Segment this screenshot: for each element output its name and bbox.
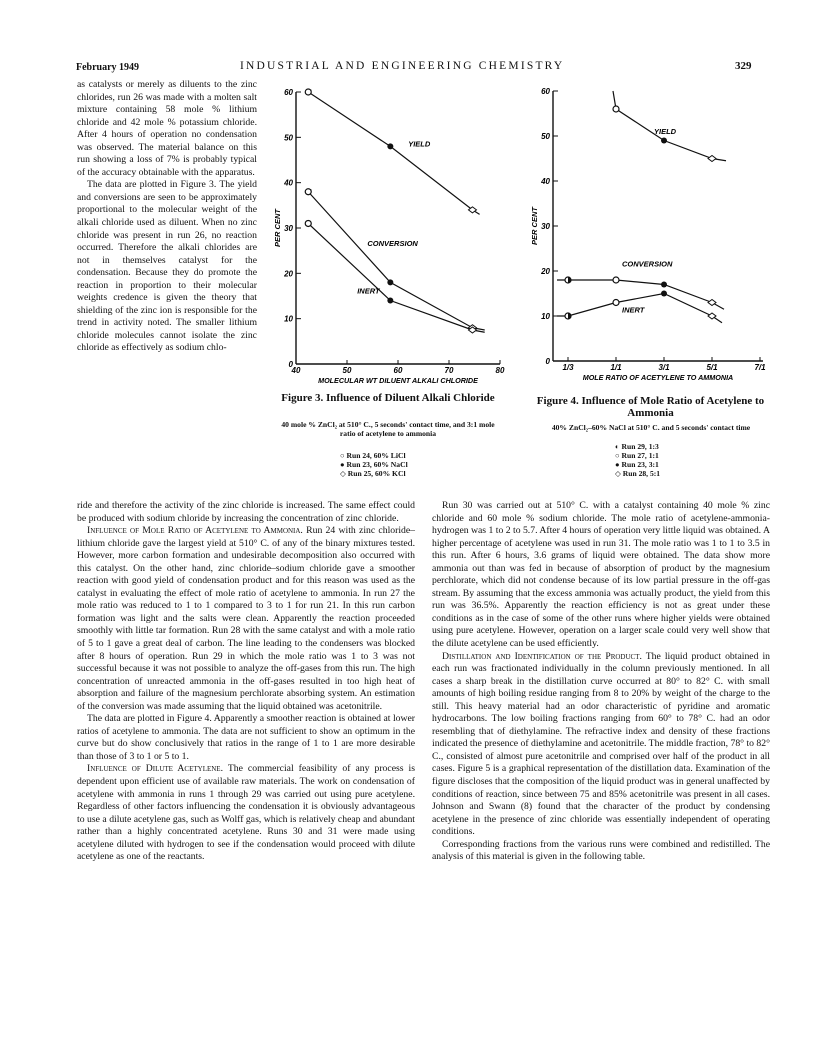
x-tick-label: 1/1 bbox=[610, 363, 622, 372]
conversion-point bbox=[613, 277, 619, 283]
x-tick-label: 7/1 bbox=[754, 363, 766, 372]
y-tick-label: 30 bbox=[284, 224, 293, 233]
x-tick-label: 40 bbox=[291, 366, 301, 375]
x-tick-label: 70 bbox=[444, 366, 454, 375]
x-tick-label: 5/1 bbox=[706, 363, 718, 372]
y-tick-label: 20 bbox=[284, 269, 293, 279]
x-axis-label: MOLE RATIO OF ACETYLENE TO AMMONIA bbox=[582, 373, 734, 382]
section-influence-dilute-acetylene: Influence of Dilute Acetylene. The commercial feasibility of any process is dependent upon efficient use of available raw materials. The work on condensation of acetylene with ammonia in runs 1 through 29 was carried out using pure acetylene. Regardless of other factors influencing the condensation it is obviously advantageous to use a dilute acetylene gas, such as Wolff gas, which is relatively cheap and abundant rather than a highly concentrated acetylene. Runs 30 and 31 were made using acetylene diluted with hydrogen to see if the condensation would proceed with dilute acetylene as one of the reactants. bbox=[77, 763, 416, 863]
conversion-point bbox=[661, 282, 667, 288]
y-tick-label: 0 bbox=[545, 357, 550, 366]
y-tick-label: 40 bbox=[284, 178, 293, 188]
y-tick-label: 40 bbox=[541, 177, 550, 186]
yield-point bbox=[387, 143, 393, 149]
paragraph: ride and therefore the activity of the zinc chloride is increased. The same effect could be produced with sodium chloride by increasing the concentration of zinc chloride. bbox=[77, 500, 415, 524]
figure-3-legend bbox=[340, 451, 408, 478]
filled-circle-icon: ● bbox=[615, 460, 622, 469]
x-tick-label: 50 bbox=[342, 366, 352, 375]
section-distillation: Distillation and Identification of the Product. The liquid product obtained in each run was fractionated individually in the column previously mentioned. In all cases a sharp break in the distillation curve occurred at 80° to 82° C. with small amounts of high boiling residue ranging from 8 to 20% by weight of the charge to the still. This heavy material had an odor characteristic of pyridine and aromatic hydrocarbons. The low boiling fractions ranging from 60° to 78° C. had an odor resembling that of diethylamine. The refractive index and density of these fractions indicated the presence of diethylamine and acetonitrile. The middle fraction, 78° to 82° C., consisted of almost pure acetonitrile and comprised over half of the product in all cases. Figure 5 is a graphical representation of the distillation data. Examination of the figure discloses that the composition of the liquid product was in general unaffected by conditions of reaction, since between 75 and 85% acetonitrile was present in all cases. Johnson and Swann (8) found that the character of the product by condensing acetylene in the presence of zinc chloride was essentially independent of operating conditions. bbox=[432, 650, 771, 838]
conversion-point bbox=[387, 279, 393, 285]
inert-label: INERT bbox=[622, 305, 645, 315]
y-tick-label: 0 bbox=[288, 360, 293, 369]
y-tick-label: 50 bbox=[284, 133, 293, 143]
figure-3-chart bbox=[268, 84, 508, 396]
left-column-top bbox=[77, 79, 257, 355]
x-axis-label: MOLECULAR WT DILUENT ALKALI CHLORIDE bbox=[318, 376, 478, 385]
yield-point bbox=[708, 156, 716, 162]
conversion-label: CONVERSION bbox=[367, 239, 418, 249]
legend-item: ○ Run 24, 60% LiCl bbox=[340, 451, 406, 460]
figure-4-caption: Figure 4. Influence of Mole Ratio of Acetylene to Ammonia bbox=[536, 395, 765, 419]
y-tick-label: 60 bbox=[541, 87, 550, 96]
legend-item: ● Run 23, 3:1 bbox=[615, 460, 659, 469]
legend-item: ● Run 23, 60% NaCl bbox=[340, 460, 408, 469]
y-tick-label: 20 bbox=[541, 267, 550, 276]
yield-curve bbox=[308, 90, 479, 215]
yield-point bbox=[661, 138, 667, 144]
y-axis-label: PER CENT bbox=[273, 209, 282, 247]
section-heading: Influence of Dilute Acetylene. bbox=[87, 763, 224, 775]
inert-point bbox=[305, 220, 311, 226]
inert-point bbox=[661, 291, 667, 297]
x-tick-label: 60 bbox=[393, 366, 403, 375]
legend-item: ◇ Run 25, 60% KCl bbox=[340, 469, 406, 478]
section-influence-mole-ratio: Influence of Mole Ratio of Acetylene to Ammonia. Run 24 with zinc chloride–lithium chloride gave the largest yield at 510° C. of any of the binary mixtures tested. However, more carbon formation and undesirable decomposition also occurred with this catalyst. On the other hand, zinc chloride–sodium chloride gave a smoother reaction with good yield of condensation product and for this reason was used as the catalyst in evaluating the effect of mole ratio of acetylene to ammonia. In run 27 the mole ratio was reduced to 1 to 1 compared to 3 to 1 for run 21. In this run carbon formation was light and the salts were clean. Apparently the reaction proceeded smoothly with little tar formation. Run 28 with the same catalyst and with a mole ratio of 5 to 1 gave a great deal of carbon. The line leading to the condensers was blocked after 8 hours of operation. Run 29 in which the mole ratio was 1 to 3 was not successful because it was not possible to analyze the off-gases from this run. The high concentration of unreacted ammonia in the off-gases resulted in too high heat of absorption and failure of the magnesium perchlorate absorbing system. An estimation of the conversion was made assuming that the liquid obtained was acetonitrile. bbox=[77, 525, 416, 712]
y-tick-label: 60 bbox=[284, 88, 293, 97]
right-column bbox=[432, 500, 770, 864]
figure-3-caption: Figure 3. Influence of Diluent Alkali Chloride bbox=[281, 392, 495, 404]
figure-4 bbox=[528, 84, 773, 396]
filled-circle-icon: ● bbox=[340, 460, 347, 469]
inert-label: INERT bbox=[357, 286, 380, 296]
diamond-icon: ◇ bbox=[340, 469, 348, 478]
x-tick-label: 3/1 bbox=[658, 363, 670, 372]
y-axis-label: PER CENT bbox=[530, 207, 539, 245]
header-journal: INDUSTRIAL AND ENGINEERING CHEMISTRY bbox=[240, 60, 565, 72]
y-tick-label: 30 bbox=[541, 222, 550, 231]
legend-item: ○ Run 27, 1:1 bbox=[615, 451, 659, 460]
yield-point bbox=[613, 106, 619, 112]
y-tick-label: 10 bbox=[541, 312, 550, 321]
figure-4-note: 40% ZnCl₂–60% NaCl at 510° C. and 5 seconds' contact time bbox=[551, 423, 751, 432]
y-tick-label: 50 bbox=[541, 132, 550, 141]
yield-label: YIELD bbox=[654, 126, 677, 136]
x-tick-label: 80 bbox=[495, 366, 505, 375]
header-page-number: 329 bbox=[735, 60, 752, 72]
y-tick-label: 10 bbox=[284, 314, 293, 324]
paragraph: The data are plotted in Figure 3. The yield and conversions are seen to be approximately proportional to the molecular weight of the alkali chloride used as diluent. When no zinc chloride was present in run 26, no reaction occurred. Therefore the alkali chlorides are not in themselves catalyst for the condensation. Because they do promote the reaction in proportion to their molecular weights credence is given the theory that shielding of the zinc ion is responsible for the trend in activity noted. The smaller lithium chloride molecules cannot isolate the zinc chloride as effectively as sodium chlo- bbox=[77, 179, 257, 354]
header-date: February 1949 bbox=[76, 62, 140, 73]
paragraph: Corresponding fractions from the various runs were combined and redistilled. The analysis of this material is given in the following table. bbox=[432, 838, 770, 863]
left-column-bottom bbox=[77, 500, 415, 864]
section-heading: Influence of Mole Ratio of Acetylene to Ammonia. bbox=[87, 525, 303, 537]
conversion-point bbox=[305, 189, 311, 195]
inert-point bbox=[613, 300, 619, 306]
yield-label: YIELD bbox=[408, 139, 431, 149]
figure-3 bbox=[268, 84, 508, 396]
section-heading: Distillation and Identification of the Product. bbox=[442, 650, 642, 662]
figure-3-note: 40 mole % ZnCl₂ at 510° C., 5 seconds' contact time, and 3:1 mole ratio of acetylene to ammonia bbox=[281, 420, 495, 438]
half-circle-icon: ◐ bbox=[615, 442, 622, 451]
paragraph: Run 30 was carried out at 510° C. with a catalyst containing 40 mole % zinc chloride and 60 mole % sodium chloride. The mole ratio of acetylene-ammonia-hydrogen was 1 to 2 to 5.7. After 4 hours of operation very little liquid was obtained. A higher percentage of acetylene was used in run 31. The mole ratio was 1 to 1 to 3.5 in this run. After 6 hours, 3.6 grams of liquid were obtained. The data show more ammonia out than was fed in because of absorption of product by the magnesium perchlorate, which did not condense because of its low partial pressure in the off-gas stream. By assuming that the excess ammonia was actually product, the yield from this run was 36.5%. Apparently the reaction efficiency is not as great under these conditions as in the case of some of the other runs where higher yields were obtained using pure acetylene. However, operation on a larger scale could very well show that the dilute acetylene can be used efficiently. bbox=[432, 500, 770, 650]
conversion-curve bbox=[308, 189, 484, 330]
inert-point bbox=[387, 298, 393, 304]
paragraph: The data are plotted in Figure 4. Apparently a smoother reaction is obtained at lower ratios of acetylene to ammonia. The data are not sufficient to show an optimum in the curve but do show conclusively that ratios in the range of 1 to 1 are more desirable than those of 3 to 1 or 5 to 1. bbox=[77, 713, 415, 762]
open-circle-icon: ○ bbox=[340, 451, 347, 460]
open-circle-icon: ○ bbox=[615, 451, 622, 460]
paragraph: as catalysts or merely as diluents to the zinc chlorides, run 26 was made with a molten salt mixture containing 58 mole % lithium chloride and 42 mole % potassium chloride. After 4 hours of operation no condensation was observed. The material balance on this run showing a loss of 7% is probably typical of the accuracy obtainable with the apparatus. bbox=[77, 79, 257, 178]
diamond-icon: ◇ bbox=[615, 469, 623, 478]
figure-4-legend bbox=[615, 442, 660, 478]
x-tick-label: 1/3 bbox=[562, 363, 574, 372]
yield-point bbox=[305, 89, 311, 95]
legend-item: ◐ Run 29, 1:3 bbox=[615, 442, 659, 451]
figure-4-chart bbox=[528, 84, 773, 396]
legend-item: ◇ Run 28, 5:1 bbox=[615, 469, 661, 478]
conversion-label: CONVERSION bbox=[622, 259, 673, 269]
